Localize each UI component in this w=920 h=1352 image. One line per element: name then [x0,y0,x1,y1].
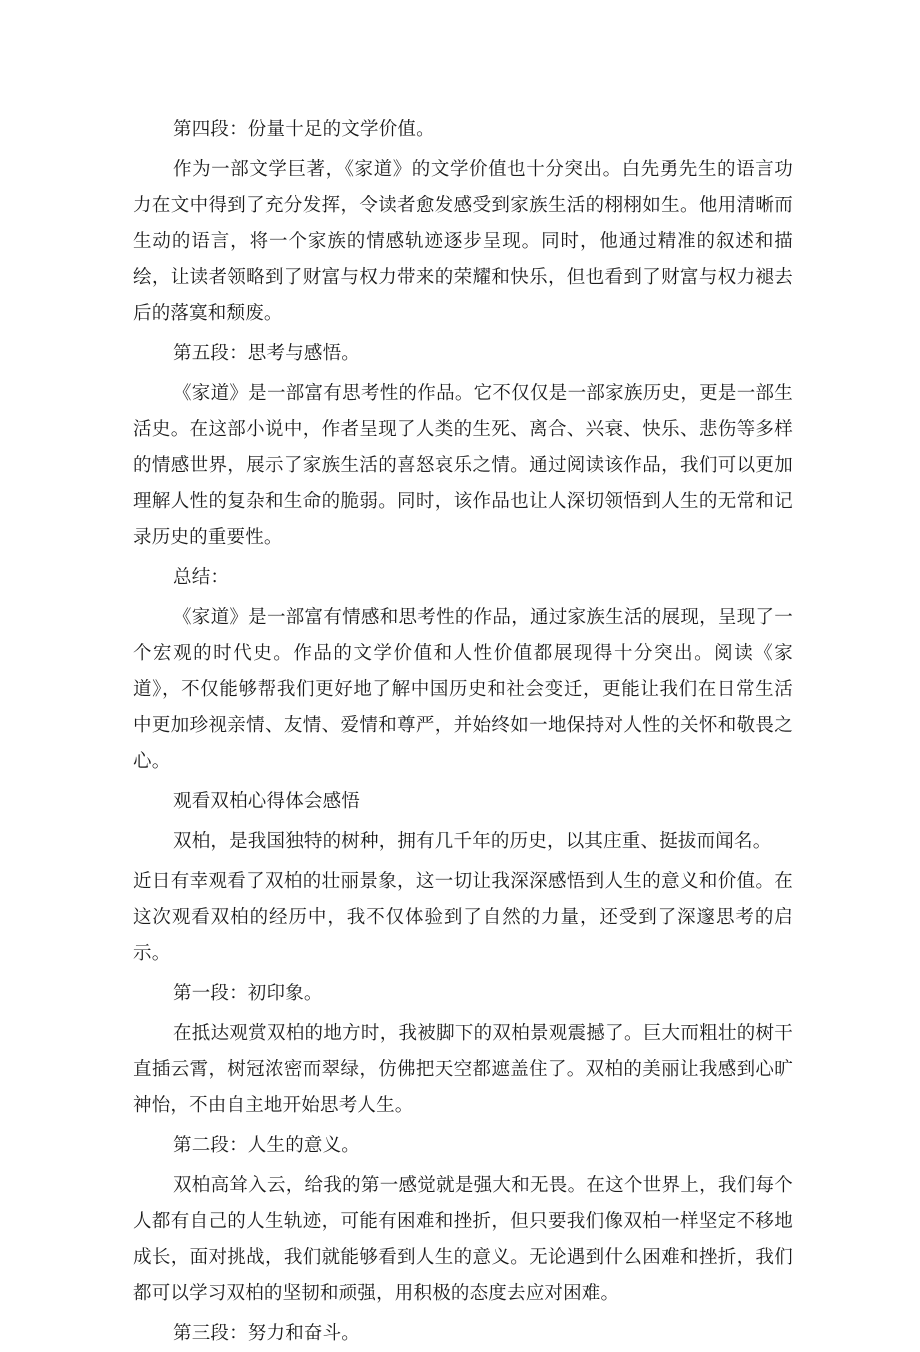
paragraph-first-impression: 在抵达观赏双柏的地方时，我被脚下的双柏景观震撼了。巨大而粗壮的树干直插云霄，树冠浓密而翠绿，仿佛把天空都遮盖住了。双柏的美丽让我感到心旷神怡，不由自主地开始思考人生。 [133,1023,793,1116]
paragraph-intro: 双柏，是我国独特的树种，拥有几千年的历史，以其庄重、挺拔而闻名。 [173,831,772,852]
paragraph-summary: 《家道》是一部富有情感和思考性的作品，通过家族生活的展现，呈现了一个宏观的时代史。作品的文学价值和人性价值都展现得十分突出。阅读《家道》，不仅能够帮我们更好地了解中国历史和社会变迁，更能让我们在日常生活中更加珍视亲情、友情、爱情和尊严，并始终如一地保持对人性的关怀和敬畏之心。 [133,607,793,772]
article-title: 观看双柏心得体会感悟 [173,791,361,812]
section-heading-3: 第三段：努力和奋斗。 [173,1323,361,1344]
section-heading-5: 第五段：思考与感悟。 [173,343,361,364]
section-heading-4: 第四段：份量十足的文学价值。 [173,119,435,140]
section-heading-2: 第二段：人生的意义。 [173,1135,361,1156]
paragraph-experience: 近日有幸观看了双柏的壮丽景象，这一切让我深深感悟到人生的意义和价值。在这次观看双柏的经历中，我不仅体验到了自然的力量，还受到了深邃思考的启示。 [133,871,793,964]
paragraph-reflection: 《家道》是一部富有思考性的作品。它不仅仅是一部家族历史，更是一部生活史。在这部小说中，作者呈现了人类的生死、离合、兴衰、快乐、悲伤等多样的情感世界，展示了家族生活的喜怒哀乐之情。通过阅读该作品，我们可以更加理解人性的复杂和生命的脆弱。同时，该作品也让人深切领悟到人生的无常和记录历史的重要性。 [133,383,793,548]
paragraph-meaning-of-life: 双柏高耸入云，给我的第一感觉就是强大和无畏。在这个世界上，我们每个人都有自己的人生轨迹，可能有困难和挫折，但只要我们像双柏一样坚定不移地成长，面对挑战，我们就能够看到人生的意义。无论遇到什么困难和挫折，我们都可以学习双柏的坚韧和顽强，用积极的态度去应对困难。 [133,1175,793,1304]
summary-heading: 总结： [173,567,230,588]
document-body [133,112,793,1352]
section-heading-1: 第一段：初印象。 [173,983,323,1004]
paragraph-literary-value: 作为一部文学巨著，《家道》的文学价值也十分突出。白先勇先生的语言功力在文中得到了充分发挥，令读者愈发感受到家族生活的栩栩如生。他用清晰而生动的语言，将一个家族的情感轨迹逐步呈现。同时，他通过精准的叙述和描绘，让读者领略到了财富与权力带来的荣耀和快乐，但也看到了财富与权力褪去后的落寞和颓废。 [133,159,793,324]
